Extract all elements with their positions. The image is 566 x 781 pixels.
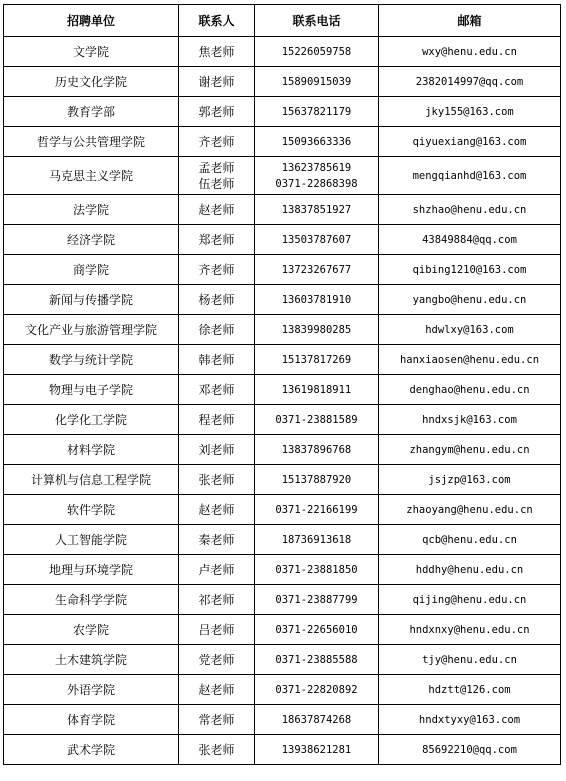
cell-phone bbox=[255, 345, 379, 375]
cell-email: hddhy@henu.edu.cn bbox=[379, 555, 561, 585]
table-row bbox=[4, 195, 561, 225]
cell-unit: 化学化工学院 bbox=[4, 405, 179, 435]
contact-name: 孟老师 bbox=[198, 160, 235, 175]
phone-number: 0371-23887799 bbox=[275, 593, 358, 606]
phone-number: 13503787607 bbox=[281, 233, 352, 246]
contact-name: 常老师 bbox=[198, 712, 235, 727]
cell-unit: 历史文化学院 bbox=[4, 67, 179, 97]
contact-name: 焦老师 bbox=[198, 44, 235, 59]
cell-contact bbox=[179, 465, 255, 495]
cell-email: 2382014997@qq.com bbox=[379, 67, 561, 97]
phone-number: 15890915039 bbox=[281, 75, 352, 88]
cell-contact bbox=[179, 285, 255, 315]
contact-name: 秦老师 bbox=[198, 532, 235, 547]
cell-phone bbox=[255, 97, 379, 127]
cell-contact bbox=[179, 315, 255, 345]
cell-unit: 生命科学学院 bbox=[4, 585, 179, 615]
cell-phone bbox=[255, 645, 379, 675]
cell-email: hndxtyxy@163.com bbox=[379, 705, 561, 735]
table-row bbox=[4, 315, 561, 345]
contact-name: 祁老师 bbox=[198, 592, 235, 607]
table-row bbox=[4, 615, 561, 645]
contact-name: 齐老师 bbox=[198, 134, 235, 149]
table-row bbox=[4, 585, 561, 615]
cell-contact bbox=[179, 97, 255, 127]
cell-contact bbox=[179, 225, 255, 255]
cell-phone bbox=[255, 157, 379, 195]
contact-name: 徐老师 bbox=[198, 322, 235, 337]
table-row bbox=[4, 285, 561, 315]
cell-contact bbox=[179, 555, 255, 585]
cell-phone bbox=[255, 225, 379, 255]
contact-name: 郑老师 bbox=[198, 232, 235, 247]
phone-number: 15226059758 bbox=[281, 45, 352, 58]
cell-unit: 数学与统计学院 bbox=[4, 345, 179, 375]
cell-phone bbox=[255, 127, 379, 157]
cell-phone bbox=[255, 675, 379, 705]
cell-contact bbox=[179, 127, 255, 157]
table-row bbox=[4, 157, 561, 195]
cell-contact bbox=[179, 405, 255, 435]
cell-email: yangbo@henu.edu.cn bbox=[379, 285, 561, 315]
table-row bbox=[4, 67, 561, 97]
table-row bbox=[4, 97, 561, 127]
cell-unit: 哲学与公共管理学院 bbox=[4, 127, 179, 157]
cell-unit: 农学院 bbox=[4, 615, 179, 645]
cell-email: hndxnxy@henu.edu.cn bbox=[379, 615, 561, 645]
cell-unit: 商学院 bbox=[4, 255, 179, 285]
table-row bbox=[4, 555, 561, 585]
header-unit: 招聘单位 bbox=[4, 5, 179, 37]
cell-phone bbox=[255, 67, 379, 97]
cell-phone bbox=[255, 735, 379, 765]
cell-unit: 经济学院 bbox=[4, 225, 179, 255]
table-header-row bbox=[4, 5, 561, 37]
table-row bbox=[4, 255, 561, 285]
phone-number: 0371-23881589 bbox=[275, 413, 358, 426]
table-row bbox=[4, 495, 561, 525]
cell-contact bbox=[179, 585, 255, 615]
cell-contact bbox=[179, 195, 255, 225]
phone-number: 13619818911 bbox=[281, 383, 352, 396]
cell-unit: 马克思主义学院 bbox=[4, 157, 179, 195]
table-row bbox=[4, 735, 561, 765]
cell-email: qiyuexiang@163.com bbox=[379, 127, 561, 157]
cell-email: wxy@henu.edu.cn bbox=[379, 37, 561, 67]
cell-phone bbox=[255, 375, 379, 405]
cell-unit: 地理与环境学院 bbox=[4, 555, 179, 585]
contact-name: 赵老师 bbox=[198, 682, 235, 697]
cell-contact bbox=[179, 615, 255, 645]
cell-unit: 教育学部 bbox=[4, 97, 179, 127]
cell-phone bbox=[255, 705, 379, 735]
contact-name: 张老师 bbox=[198, 472, 235, 487]
cell-contact bbox=[179, 645, 255, 675]
cell-phone bbox=[255, 195, 379, 225]
table-row bbox=[4, 675, 561, 705]
contact-name: 党老师 bbox=[198, 652, 235, 667]
cell-email: hanxiaosen@henu.edu.cn bbox=[379, 345, 561, 375]
cell-phone bbox=[255, 315, 379, 345]
table-row bbox=[4, 525, 561, 555]
phone-number: 15637821179 bbox=[281, 105, 352, 118]
cell-email: denghao@henu.edu.cn bbox=[379, 375, 561, 405]
cell-email: zhangym@henu.edu.cn bbox=[379, 435, 561, 465]
table-body bbox=[4, 37, 561, 765]
phone-number: 0371-22166199 bbox=[275, 503, 358, 516]
cell-phone bbox=[255, 255, 379, 285]
cell-email: qibing1210@163.com bbox=[379, 255, 561, 285]
phone-number: 13837851927 bbox=[281, 203, 352, 216]
contact-name: 伍老师 bbox=[198, 176, 235, 191]
table-row bbox=[4, 645, 561, 675]
phone-number: 18736913618 bbox=[281, 533, 352, 546]
contact-name: 赵老师 bbox=[198, 502, 235, 517]
cell-contact bbox=[179, 675, 255, 705]
cell-unit: 软件学院 bbox=[4, 495, 179, 525]
cell-contact bbox=[179, 345, 255, 375]
phone-number: 18637874268 bbox=[281, 713, 352, 726]
cell-contact bbox=[179, 495, 255, 525]
cell-email: zhaoyang@henu.edu.cn bbox=[379, 495, 561, 525]
contact-name: 张老师 bbox=[198, 742, 235, 757]
contact-name: 齐老师 bbox=[198, 262, 235, 277]
phone-number: 15137817269 bbox=[281, 353, 352, 366]
cell-unit: 新闻与传播学院 bbox=[4, 285, 179, 315]
contact-name: 杨老师 bbox=[198, 292, 235, 307]
table-row bbox=[4, 127, 561, 157]
cell-phone bbox=[255, 37, 379, 67]
cell-email: hdztt@126.com bbox=[379, 675, 561, 705]
cell-unit: 材料学院 bbox=[4, 435, 179, 465]
cell-phone bbox=[255, 405, 379, 435]
contact-name: 程老师 bbox=[198, 412, 235, 427]
cell-contact bbox=[179, 157, 255, 195]
cell-phone bbox=[255, 465, 379, 495]
cell-email: hdwlxy@163.com bbox=[379, 315, 561, 345]
cell-unit: 武术学院 bbox=[4, 735, 179, 765]
table-row bbox=[4, 345, 561, 375]
phone-number: 15093663336 bbox=[281, 135, 352, 148]
phone-number: 0371-22868398 bbox=[275, 177, 358, 190]
cell-unit: 人工智能学院 bbox=[4, 525, 179, 555]
phone-number: 13603781910 bbox=[281, 293, 352, 306]
cell-unit: 外语学院 bbox=[4, 675, 179, 705]
cell-contact bbox=[179, 67, 255, 97]
cell-email: tjy@henu.edu.cn bbox=[379, 645, 561, 675]
cell-email: mengqianhd@163.com bbox=[379, 157, 561, 195]
phone-number: 0371-22656010 bbox=[275, 623, 358, 636]
cell-phone bbox=[255, 525, 379, 555]
cell-phone bbox=[255, 585, 379, 615]
contact-name: 刘老师 bbox=[198, 442, 235, 457]
cell-email: shzhao@henu.edu.cn bbox=[379, 195, 561, 225]
cell-phone bbox=[255, 615, 379, 645]
cell-phone bbox=[255, 495, 379, 525]
cell-phone bbox=[255, 285, 379, 315]
header-email: 邮箱 bbox=[379, 5, 561, 37]
cell-contact bbox=[179, 435, 255, 465]
cell-unit: 文化产业与旅游管理学院 bbox=[4, 315, 179, 345]
phone-number: 0371-22820892 bbox=[275, 683, 358, 696]
table-row bbox=[4, 705, 561, 735]
table-row bbox=[4, 375, 561, 405]
cell-email: qijing@henu.edu.cn bbox=[379, 585, 561, 615]
cell-unit: 计算机与信息工程学院 bbox=[4, 465, 179, 495]
contact-name: 韩老师 bbox=[198, 352, 235, 367]
phone-number: 13839980285 bbox=[281, 323, 352, 336]
cell-contact bbox=[179, 735, 255, 765]
cell-unit: 法学院 bbox=[4, 195, 179, 225]
phone-number: 13938621281 bbox=[281, 743, 352, 756]
cell-email: 43849884@qq.com bbox=[379, 225, 561, 255]
cell-phone bbox=[255, 555, 379, 585]
phone-number: 13623785619 bbox=[281, 161, 352, 174]
contact-name: 吕老师 bbox=[198, 622, 235, 637]
cell-email: qcb@henu.edu.cn bbox=[379, 525, 561, 555]
cell-unit: 土木建筑学院 bbox=[4, 645, 179, 675]
contact-name: 谢老师 bbox=[198, 74, 235, 89]
cell-contact bbox=[179, 255, 255, 285]
cell-email: jsjzp@163.com bbox=[379, 465, 561, 495]
header-contact: 联系人 bbox=[179, 5, 255, 37]
contact-name: 赵老师 bbox=[198, 202, 235, 217]
cell-contact bbox=[179, 37, 255, 67]
contact-name: 卢老师 bbox=[198, 562, 235, 577]
cell-email: 85692210@qq.com bbox=[379, 735, 561, 765]
cell-email: hndxsjk@163.com bbox=[379, 405, 561, 435]
table-row bbox=[4, 465, 561, 495]
phone-number: 0371-23881850 bbox=[275, 563, 358, 576]
table-row bbox=[4, 37, 561, 67]
cell-unit: 文学院 bbox=[4, 37, 179, 67]
header-phone: 联系电话 bbox=[255, 5, 379, 37]
table-row bbox=[4, 405, 561, 435]
phone-number: 13723267677 bbox=[281, 263, 352, 276]
cell-unit: 体育学院 bbox=[4, 705, 179, 735]
cell-unit: 物理与电子学院 bbox=[4, 375, 179, 405]
contact-name: 邓老师 bbox=[198, 382, 235, 397]
recruitment-contacts-table bbox=[3, 4, 561, 765]
contact-name: 郭老师 bbox=[198, 104, 235, 119]
cell-phone bbox=[255, 435, 379, 465]
table-row bbox=[4, 225, 561, 255]
cell-email: jky155@163.com bbox=[379, 97, 561, 127]
phone-number: 13837896768 bbox=[281, 443, 352, 456]
cell-contact bbox=[179, 525, 255, 555]
phone-number: 15137887920 bbox=[281, 473, 352, 486]
table-row bbox=[4, 435, 561, 465]
cell-contact bbox=[179, 375, 255, 405]
cell-contact bbox=[179, 705, 255, 735]
phone-number: 0371-23885588 bbox=[275, 653, 358, 666]
